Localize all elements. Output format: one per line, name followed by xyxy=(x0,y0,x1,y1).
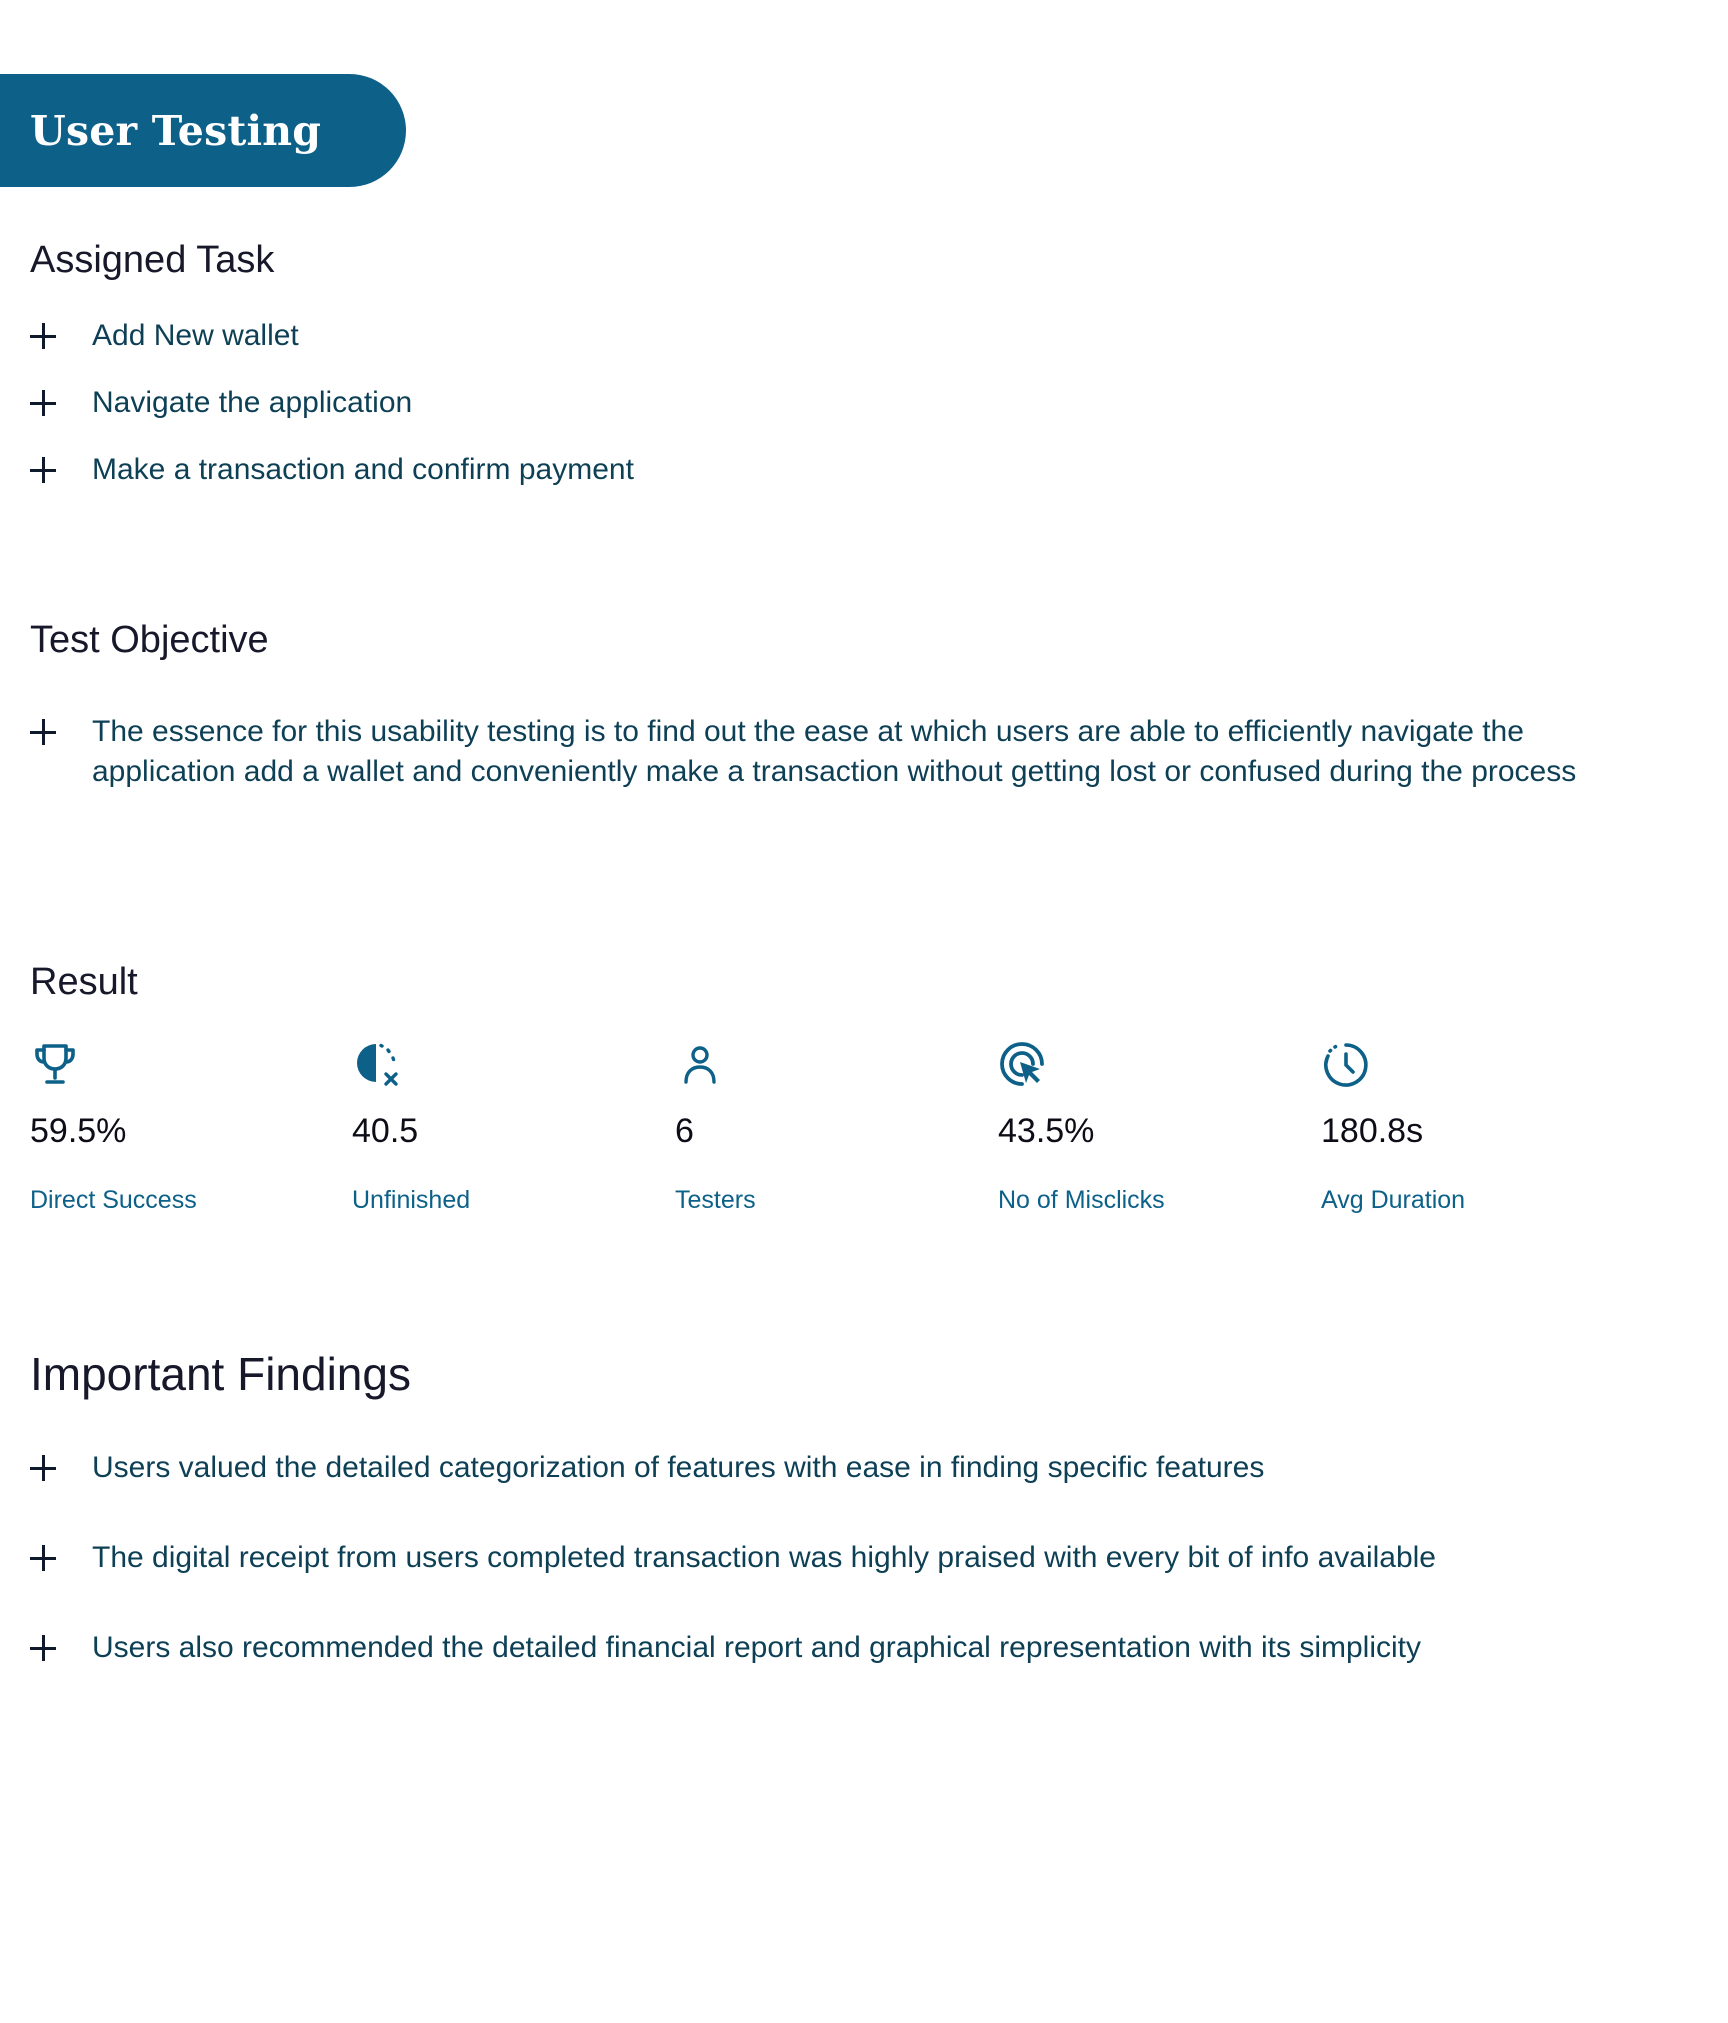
half-circle-x-icon xyxy=(352,1040,402,1090)
stat-avg-duration xyxy=(1321,1040,1621,1214)
list-item-text: Add New wallet xyxy=(92,319,299,352)
list-item xyxy=(30,383,634,423)
list-item xyxy=(30,1628,1690,1668)
stat-value: 40.5 xyxy=(352,1112,419,1150)
stat-direct-success xyxy=(30,1040,330,1214)
cursor-click-icon xyxy=(998,1040,1048,1090)
plus-icon xyxy=(30,323,56,349)
trophy-icon xyxy=(30,1040,80,1090)
stat-unfinished xyxy=(352,1040,652,1214)
clock-icon xyxy=(1321,1040,1371,1090)
plus-icon xyxy=(30,457,56,483)
plus-icon xyxy=(30,1635,56,1661)
plus-icon xyxy=(30,390,56,416)
plus-icon xyxy=(30,1545,56,1571)
list-item-text: Navigate the application xyxy=(92,386,413,419)
list-item-text: Users also recommended the detailed financial report and graphical representation with its simplicity xyxy=(92,1631,1421,1664)
important-findings-list xyxy=(30,1448,1690,1718)
stat-value: 180.8s xyxy=(1321,1112,1424,1150)
plus-icon xyxy=(30,719,56,745)
stat-label: Testers xyxy=(675,1186,756,1214)
list-item-text: The digital receipt from users completed transaction was highly praised with every bit of info available xyxy=(92,1541,1436,1574)
important-findings-heading: Important Findings xyxy=(30,1348,411,1400)
test-objective-list xyxy=(30,712,1670,792)
list-item xyxy=(30,316,634,356)
list-item-text: Make a transaction and confirm payment xyxy=(92,453,634,486)
stat-label: Direct Success xyxy=(30,1186,197,1214)
list-item xyxy=(30,1448,1690,1488)
stat-label: No of Misclicks xyxy=(998,1186,1165,1214)
stat-label: Unfinished xyxy=(352,1186,471,1214)
stat-testers xyxy=(675,1040,975,1214)
stat-value: 6 xyxy=(675,1112,694,1150)
list-item-text: Users valued the detailed categorization of features with ease in finding specific features xyxy=(92,1451,1265,1484)
list-item-text: The essence for this usability testing is to find out the ease at which users are able to efficiently navigate the application add a wallet and conveniently make a transaction without getting lost or confused during the process xyxy=(92,715,1577,788)
page-title: User Testing xyxy=(30,106,322,155)
assigned-task-heading: Assigned Task xyxy=(30,239,275,281)
assigned-task-list xyxy=(30,316,634,517)
stat-misclicks xyxy=(998,1040,1298,1214)
test-objective-heading: Test Objective xyxy=(30,619,269,661)
list-item xyxy=(30,1538,1690,1578)
stat-value: 59.5% xyxy=(30,1112,127,1150)
stat-value: 43.5% xyxy=(998,1112,1095,1150)
result-stats xyxy=(30,1040,1670,1240)
header-banner xyxy=(0,74,406,187)
stat-label: Avg Duration xyxy=(1321,1186,1466,1214)
list-item xyxy=(30,712,1670,792)
plus-icon xyxy=(30,1455,56,1481)
user-icon xyxy=(675,1040,725,1090)
result-heading: Result xyxy=(30,961,138,1003)
list-item xyxy=(30,450,634,490)
